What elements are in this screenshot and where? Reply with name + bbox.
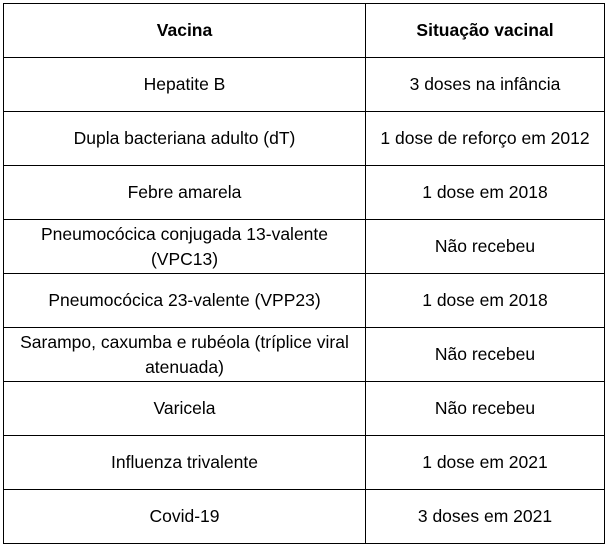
vaccine-cell: Sarampo, caxumba e rubéola (tríplice viral atenuada) [4, 328, 366, 382]
vaccine-cell: Dupla bacteriana adulto (dT) [4, 112, 366, 166]
table-row [4, 166, 605, 220]
table-row [4, 328, 605, 382]
vaccine-cell: Febre amarela [4, 166, 366, 220]
vaccine-cell: Hepatite B [4, 58, 366, 112]
vaccine-cell: Influenza trivalente [4, 436, 366, 490]
table-row [4, 436, 605, 490]
vaccine-cell: Pneumocócica 23-valente (VPP23) [4, 274, 366, 328]
status-cell: 1 dose em 2018 [366, 274, 605, 328]
status-cell: 1 dose em 2018 [366, 166, 605, 220]
status-cell: 3 doses na infância [366, 58, 605, 112]
table-header-row [4, 4, 605, 58]
vaccine-cell: Varicela [4, 382, 366, 436]
header-status: Situação vacinal [366, 4, 605, 58]
table-row [4, 490, 605, 544]
header-vaccine: Vacina [4, 4, 366, 58]
table-row [4, 382, 605, 436]
status-cell: 1 dose em 2021 [366, 436, 605, 490]
table-row [4, 112, 605, 166]
table-row [4, 220, 605, 274]
status-cell: 3 doses em 2021 [366, 490, 605, 544]
vaccine-cell: Covid-19 [4, 490, 366, 544]
status-cell: Não recebeu [366, 382, 605, 436]
status-cell: Não recebeu [366, 220, 605, 274]
status-cell: Não recebeu [366, 328, 605, 382]
table-row [4, 58, 605, 112]
vaccination-table [3, 3, 605, 544]
status-cell: 1 dose de reforço em 2012 [366, 112, 605, 166]
vaccine-cell: Pneumocócica conjugada 13-valente (VPC13) [4, 220, 366, 274]
table-row [4, 274, 605, 328]
